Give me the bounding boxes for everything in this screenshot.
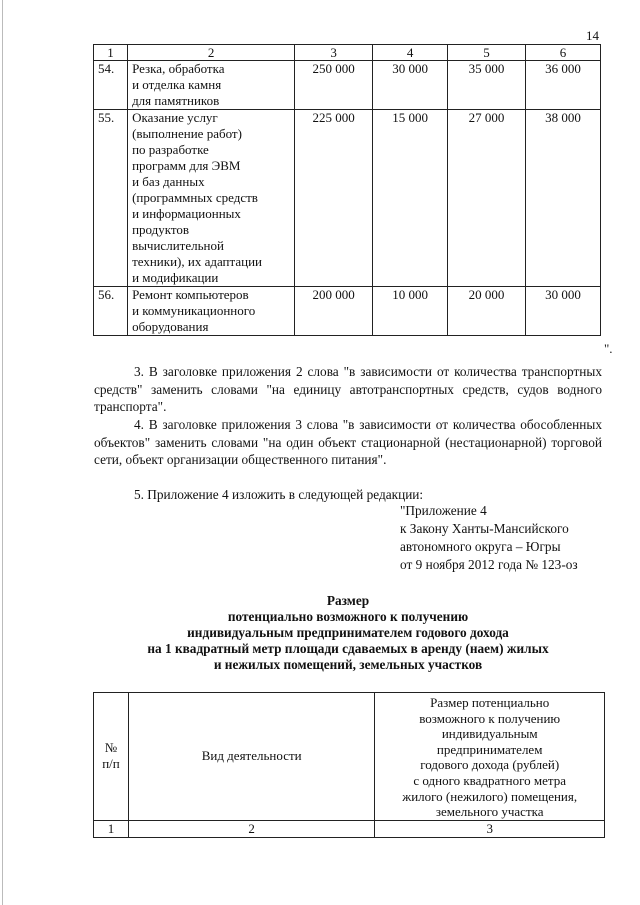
header-line: с одного квадратного метра: [413, 772, 566, 788]
value-col-3: 250 000: [295, 61, 373, 110]
table-row: [94, 61, 601, 110]
header-line: годового дохода (рублей): [420, 757, 560, 773]
header-line: п/п: [102, 756, 120, 772]
value-col-5: 27 000: [448, 110, 526, 287]
annex-line: от 9 ноября 2012 года № 123-оз: [400, 557, 578, 572]
activity-name-line: оборудования: [132, 319, 209, 334]
annex-reference: [400, 502, 578, 574]
page-number: 14: [586, 28, 599, 43]
table-row: [94, 287, 601, 336]
activity-name-line: и коммуникационного: [132, 303, 256, 318]
activity-name-line: (программных средств: [132, 190, 258, 205]
heading-line: индивидуальным предпринимателем годового дохода: [187, 625, 509, 640]
column-header-5: 5: [448, 45, 526, 61]
column-header-1: 1: [94, 45, 128, 61]
annex-line: к Закону Ханты-Мансийского: [400, 521, 569, 536]
income-size-table: [93, 692, 605, 838]
value-col-6: 30 000: [525, 287, 600, 336]
row-number: 56.: [94, 287, 128, 336]
value-col-4: 30 000: [373, 61, 448, 110]
heading-line: на 1 квадратный метр площади сдаваемых в аренду (наем) жилых: [147, 641, 549, 656]
row-number: 55.: [94, 110, 128, 287]
value-col-6: 38 000: [525, 110, 600, 287]
value-col-3: 225 000: [295, 110, 373, 287]
column-header-number: [94, 693, 129, 821]
column-header-activity: Вид деятельности: [128, 693, 374, 821]
column-header-6: 6: [525, 45, 600, 61]
column-index-3: 3: [375, 820, 605, 837]
table-header-row: [94, 693, 605, 821]
activity-name-line: Резка, обработка: [132, 61, 225, 76]
annex-line: "Приложение 4: [400, 503, 487, 518]
activity-name-line: и информационных: [132, 206, 241, 221]
activity-name-line: и отделка камня: [132, 77, 222, 92]
heading-line: потенциально возможного к получению: [227, 609, 469, 624]
column-header-income-size: [375, 693, 605, 821]
value-col-3: 200 000: [295, 287, 373, 336]
activity-name-line: и баз данных: [132, 174, 205, 189]
header-line: возможного к получению: [419, 710, 561, 726]
paragraph-4: 4. В заголовке приложения 3 слова "в зависимости от количества обособленных объектов" заменить словами "на один объект стационарной (нестационарной) торговой сети, объект организации общественного питания".: [94, 417, 602, 467]
value-col-6: 36 000: [525, 61, 600, 110]
activity-name-line: по разработке: [132, 142, 209, 157]
header-line: предпринимателем: [436, 741, 543, 757]
activity-name: [128, 287, 295, 336]
column-index-1: 1: [94, 820, 129, 837]
paragraph-5: 5. Приложение 4 изложить в следующей редакции:: [134, 487, 424, 502]
heading-line: и нежилых помещений, земельных участков: [213, 657, 483, 672]
table-row: [94, 110, 601, 287]
column-index-2: 2: [128, 820, 374, 837]
activity-name-line: Оказание услуг: [132, 110, 218, 125]
scan-margin-line: [2, 0, 3, 905]
activity-name: [128, 61, 295, 110]
annex-line: автономного округа – Югры: [400, 539, 561, 554]
header-line: №: [104, 740, 118, 756]
column-header-2: 2: [128, 45, 295, 61]
activity-name-line: вычислительной: [132, 238, 224, 253]
header-line: земельного участка: [435, 804, 544, 820]
closing-quote-mark: ".: [604, 341, 613, 356]
header-line: Размер потенциально: [430, 695, 550, 710]
heading-line: Размер: [326, 593, 370, 608]
activity-name-line: и модификации: [132, 270, 219, 285]
document-heading: [94, 593, 602, 673]
activity-name-line: техники), их адаптации: [132, 254, 262, 269]
value-col-4: 15 000: [373, 110, 448, 287]
header-line: индивидуальным: [441, 726, 538, 742]
value-col-5: 20 000: [448, 287, 526, 336]
value-col-5: 35 000: [448, 61, 526, 110]
activity-rates-table: [93, 44, 601, 336]
activity-name-line: для памятников: [132, 93, 220, 108]
paragraph-3: 3. В заголовке приложения 2 слова "в зависимости от количества транспортных средств" заменить словами "на единицу автотранспортных средств, судов водного транспорта".: [94, 364, 602, 414]
column-header-4: 4: [373, 45, 448, 61]
activity-name-line: программ для ЭВМ: [132, 158, 241, 173]
value-col-4: 10 000: [373, 287, 448, 336]
activity-name-line: (выполнение работ): [132, 126, 242, 141]
header-line: жилого (нежилого) помещения,: [402, 788, 578, 804]
activity-name-line: продуктов: [132, 222, 190, 237]
activity-name-line: Ремонт компьютеров: [132, 287, 249, 302]
column-header-3: 3: [295, 45, 373, 61]
column-index-row: [94, 820, 605, 837]
activity-name: [128, 110, 295, 287]
row-number: 54.: [94, 61, 128, 110]
table-header-row: [94, 45, 601, 61]
